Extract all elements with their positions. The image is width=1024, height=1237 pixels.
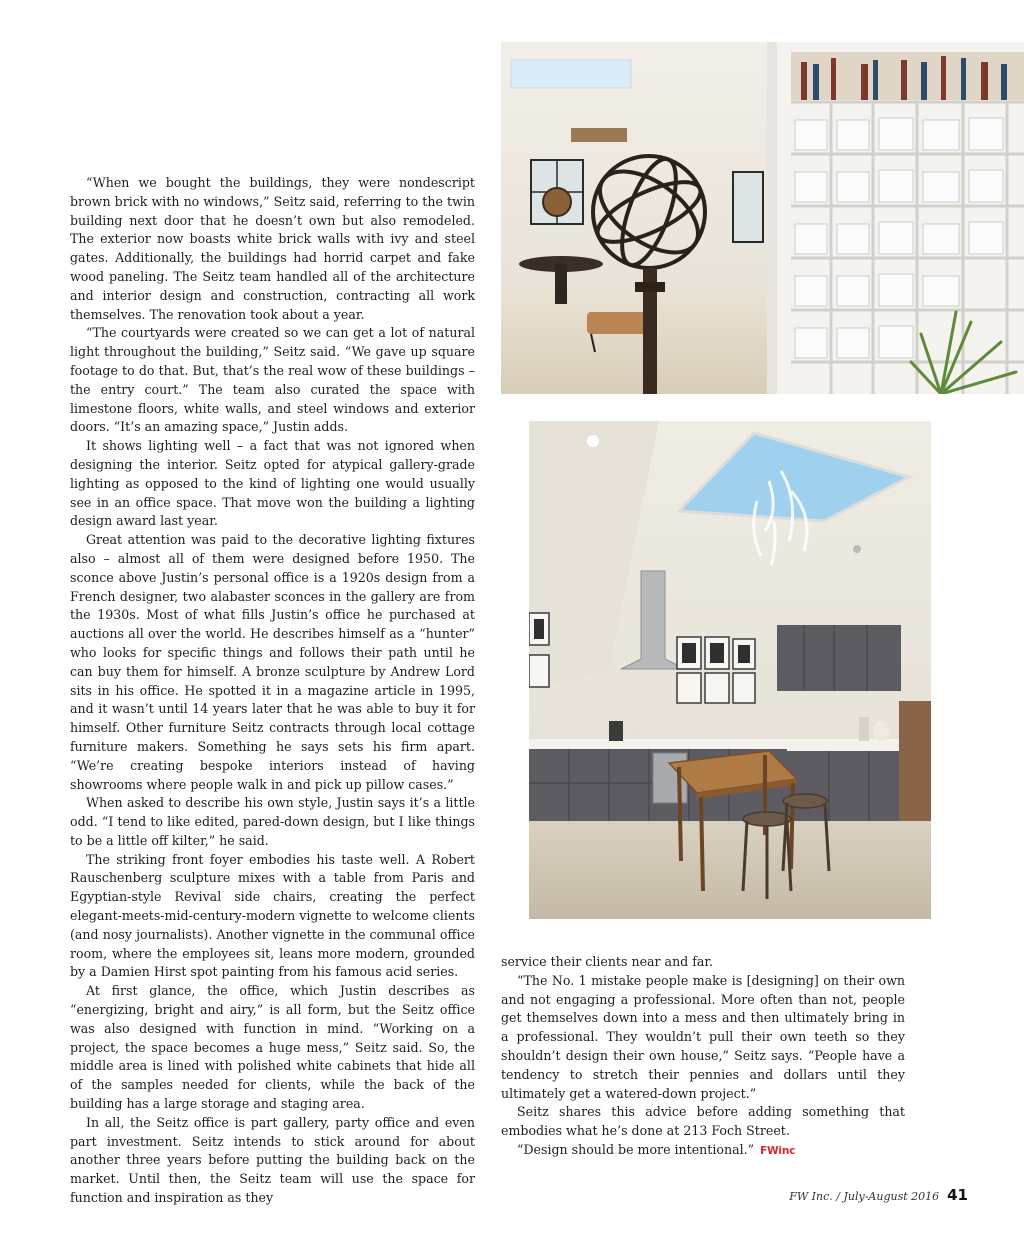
foyer-photo-illustration: [501, 42, 1024, 394]
end-mark-logo: FWinc: [760, 1144, 796, 1157]
body-paragraph: “The courtyards were created so we can get a lot of natural light throughout the building,” Seitz said. “We gave up square footage to do that. But, that’s the real wow of these buildings – the entry court.” The team also curated the space with limestone floors, white walls, and steel windows and exterior doors. “It’s an amazing space,” Justin adds.: [70, 325, 475, 435]
body-paragraph: The striking front foyer embodies his taste well. A Robert Rauschenberg sculpture mixes with a table from Paris and Egyptian-style Revival side chairs, creating the perfect elegant-meets-mid-century-modern vignette to welcome clients (and nosy journalists). Another vignette in the communal office room, where the employees sit, leans more modern, grounded by a Damien Hirst spot painting from his famous acid series.: [70, 851, 475, 980]
body-paragraph: It shows lighting well – a fact that was not ignored when designing the interior. Seitz opted for atypical gallery-grade lighting as opposed to the kind of lighting one would usually see in an office space. That move won the building a lighting design award last year.: [70, 438, 475, 529]
closing-paragraph: [501, 1141, 905, 1161]
body-paragraph: “The No. 1 mistake people make is [designing] on their own and not engaging a professional. More often than not, people get themselves down into a mess and then ultimately bring in a professional. They wouldn’t pull their own teeth so they shouldn’t design their own house,” Seitz says. “People have a tendency to stretch their pennies and dollars until they ultimately get a watered-down project.”: [501, 972, 905, 1101]
body-paragraph: In all, the Seitz office is part gallery, party office and even part investment. Seitz intends to stick around for about another three years before putting the building back on the market. Until then, the Seitz team will use the space for function and inspiration as they: [70, 1114, 475, 1206]
publication-issue: FW Inc. / July-August 2016: [789, 1190, 940, 1203]
body-paragraph: When asked to describe his own style, Justin says it’s a little odd. “I tend to like edited, pared-down design, but I like things to be a little off kilter,” he said.: [70, 795, 475, 848]
page-footer: [789, 1186, 968, 1204]
body-paragraph: Great attention was paid to the decorative lighting fixtures also – almost all of them were designed before 1950. The sconce above Justin’s personal office is a 1920s design from a French designer, two alabaster sconces in the gallery are from the 1930s. Most of what fills Justin’s office he purchased at auctions all over the world. He describes himself as a “hunter” who looks for specific things and follows their path until he can buy them for himself. A bronze sculpture by Andrew Lord sits in his office. He spotted it in a magazine article in 1995, and it wasn’t until 14 years later that he was able to buy it for himself. Other furniture Seitz contracts through local cottage furniture makers. Something he says sets his firm apart. “We’re creating bespoke interiors instead of having showrooms where people walk in and pick up pillow cases.”: [70, 532, 475, 792]
continued-sentence: service their clients near and far.: [501, 954, 714, 969]
foyer-photo: [501, 42, 1024, 394]
bookshelf-rows: [791, 52, 1024, 100]
article-column-left: [70, 174, 475, 1208]
kitchen-photo-illustration: [529, 421, 931, 919]
body-paragraph: At first glance, the office, which Justin describes as “energizing, bright and airy,” is all form, but the Seitz office was also designed with function in mind. “Working on a project, the space becomes a huge mess,” Seitz said. So, the middle area is lined with polished white cabinets that hide all of the samples needed for clients, while the back of the building has a large storage and staging area.: [70, 983, 475, 1112]
closing-quote: “Design should be more intentional.”: [517, 1141, 755, 1157]
kitchen-photo: [529, 421, 931, 919]
article-column-right: [501, 953, 905, 1161]
body-paragraph: “When we bought the buildings, they were nondescript brown brick with no windows,” Seitz said, referring to the twin building next door that he doesn’t own but also remodeled. The exterior now boasts white brick walls with ivy and steel gates. Additionally, the buildings had horrid carpet and fake wood paneling. The Seitz team handled all of the architecture and interior design and construction, contracting all work themselves. The renovation took about a year.: [70, 175, 475, 322]
body-paragraph: Seitz shares this advice before adding something that embodies what he’s done at 213 Foch Street.: [501, 1104, 905, 1139]
page-number: 41: [947, 1186, 968, 1204]
